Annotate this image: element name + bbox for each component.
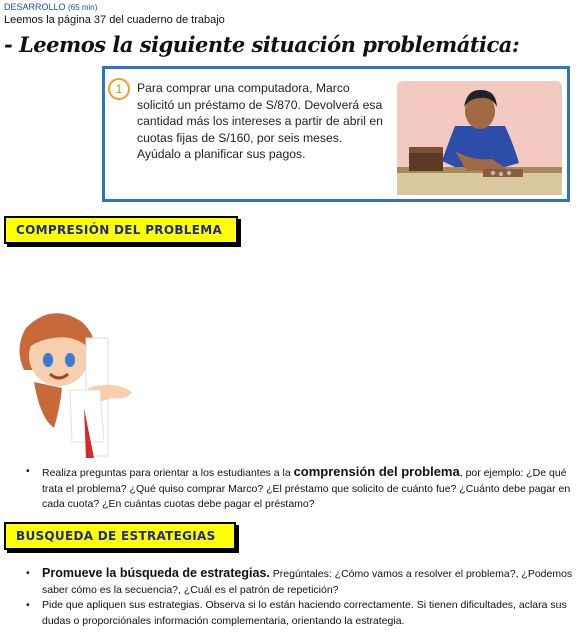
girl-pointing-illustration (4, 308, 136, 458)
busqueda-section-tag: BUSQUEDA DE ESTRATEGIAS (4, 522, 236, 550)
bullet-text: Pide que apliquen sus estrategias. Observa si lo están haciendo correctamente. Si tienen dificultades, aclara sus dudas o proporciónales información complementaria, orientando la estrategia. (42, 599, 567, 627)
section-title (4, 2, 97, 12)
section-title-text: DESARROLLO (4, 2, 66, 12)
bullet-text: Realiza preguntas para orientar a los estudiantes a la (42, 467, 294, 479)
list-item (26, 598, 578, 629)
problem-statement: Para comprar una computadora, Marco solicitó un préstamo de S/870. Devolverá esa cantidad más los intereses a partir de abril en cuotas fijas de S/160, por seis meses. Ayúdalo a planificar sus pagos. (137, 81, 383, 161)
bullet-bold-text: comprensión del problema (293, 464, 460, 479)
section-duration: (65 min) (68, 3, 98, 12)
boy-with-coins-illustration (397, 81, 562, 195)
list-item (26, 566, 578, 598)
instruction-text: Leemos la página 37 del cuaderno de trabajo (4, 14, 225, 26)
bullet-bold-text: Promueve la búsqueda de estrategias. (42, 566, 270, 580)
bullet-text: , por ejemplo: ¿De qué trata el problema? ¿Qué quiso comprar Marco? ¿El préstamo que solicito de cuánto fue? ¿Cuánto debe pagar en cada cuota? ¿En cuántas cuotas debe pagar el préstamo? (42, 467, 571, 510)
list-item (26, 464, 578, 513)
problem-number-badge: 1 (108, 78, 130, 100)
comprension-bullet-list (26, 464, 578, 513)
page-heading: - Leemos la siguiente situación problemática: (4, 32, 520, 57)
bullet-text: Pregúntales: ¿Cómo vamos a resolver el problema?, ¿Podemos saber cómo es la secuencia?, ¿Cuál es el patrón de repetición? (42, 568, 573, 596)
comprension-section-tag: COMPRESIÓN DEL PROBLEMA (4, 216, 238, 244)
busqueda-bullet-list (26, 566, 578, 629)
